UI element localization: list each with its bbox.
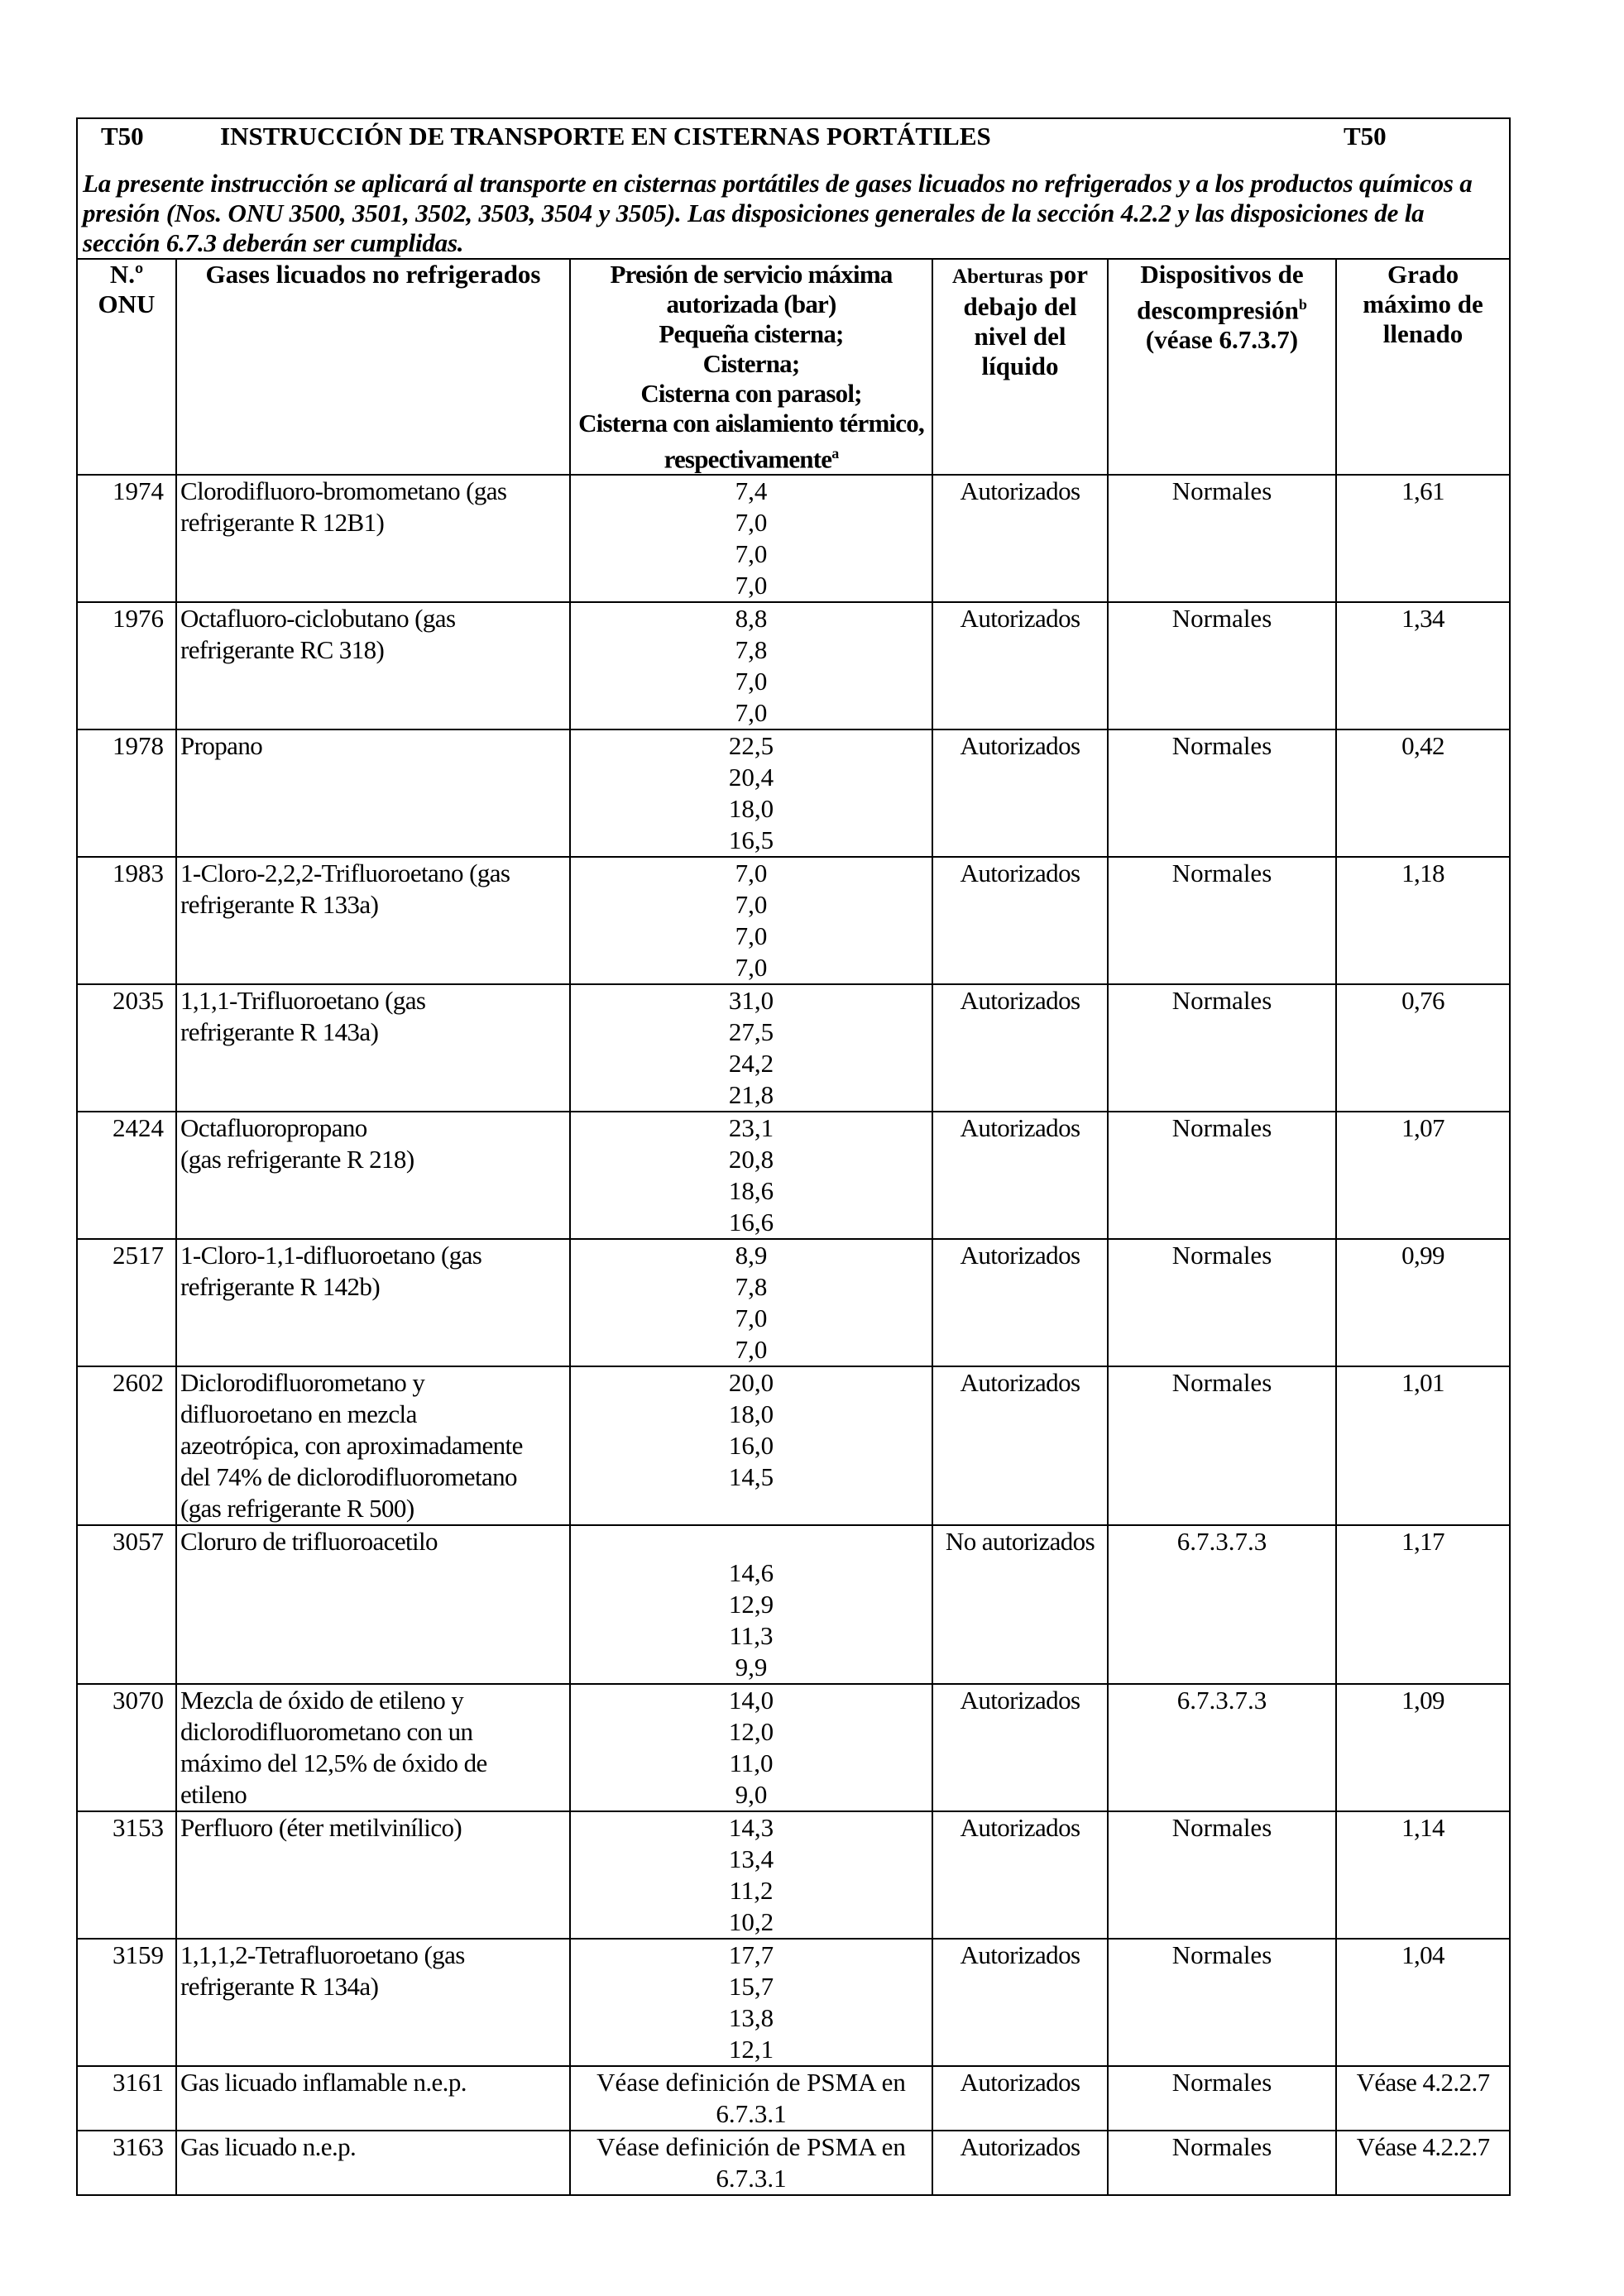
fill-degree-cell: 1,34 [1336,602,1510,729]
onu-number-cell: 2517 [77,1239,176,1366]
table-row [77,857,1510,984]
table-row [77,1939,1510,2066]
pressure-values-cell: 17,7 15,7 13,8 12,1 [570,1939,932,2066]
openings-cell: Autorizados [932,2066,1108,2131]
fill-degree-cell: 0,42 [1336,729,1510,857]
relief-device-cell: Normales [1108,984,1336,1112]
onu-number-cell: 1983 [77,857,176,984]
relief-device-cell: Normales [1108,1939,1336,2066]
relief-device-cell: Normales [1108,857,1336,984]
openings-cell: Autorizados [932,1112,1108,1239]
onu-number-cell: 1976 [77,602,176,729]
openings-cell: Autorizados [932,984,1108,1112]
onu-number-cell: 1978 [77,729,176,857]
col-header-gases: Gases licuados no refrigerados [176,259,570,475]
fill-degree-cell: Véase 4.2.2.7 [1336,2066,1510,2131]
table-row [77,984,1510,1112]
openings-cell: Autorizados [932,1366,1108,1525]
onu-number-cell: 3153 [77,1811,176,1939]
onu-number-cell: 3057 [77,1525,176,1684]
fill-degree-cell: Véase 4.2.2.7 [1336,2131,1510,2195]
relief-device-cell: Normales [1108,1239,1336,1366]
pressure-values-cell: 22,5 20,4 18,0 16,5 [570,729,932,857]
fill-degree-cell: 1,18 [1336,857,1510,984]
relief-device-cell: Normales [1108,2066,1336,2131]
table-row [77,1525,1510,1684]
table-header-cell [77,118,1510,152]
onu-number-cell: 3163 [77,2131,176,2195]
openings-cell: Autorizados [932,475,1108,602]
onu-number-cell: 2602 [77,1366,176,1525]
gas-name-cell: Gas licuado inflamable n.e.p. [176,2066,570,2131]
gas-name-cell: 1-Cloro-2,2,2-Trifluoroetano (gas refrigerante R 133a) [176,857,570,984]
table-row [77,1811,1510,1939]
relief-device-cell: Normales [1108,2131,1336,2195]
relief-device-cell: Normales [1108,602,1336,729]
onu-number-cell: 3161 [77,2066,176,2131]
pressure-values-cell: Véase definición de PSMA en 6.7.3.1 [570,2066,932,2131]
openings-cell: Autorizados [932,2131,1108,2195]
relief-device-cell: 6.7.3.7.3 [1108,1525,1336,1684]
col-header-openings: Aberturas por debajo del nivel del líquido [932,259,1108,475]
openings-cell: Autorizados [932,729,1108,857]
gas-name-cell: Cloruro de trifluoroacetilo [176,1525,570,1684]
gas-name-cell: Gas licuado n.e.p. [176,2131,570,2195]
gas-name-cell: Perfluoro (éter metilvinílico) [176,1811,570,1939]
column-header-row [77,259,1510,475]
document-page [76,117,1509,2196]
onu-number-cell: 2035 [77,984,176,1112]
table-row [77,1366,1510,1525]
pressure-values-cell: 20,0 18,0 16,0 14,5 [570,1366,932,1525]
openings-cell: No autorizados [932,1525,1108,1684]
fill-degree-cell: 1,17 [1336,1525,1510,1684]
pressure-values-cell: Véase definición de PSMA en 6.7.3.1 [570,2131,932,2195]
openings-cell: Autorizados [932,857,1108,984]
table-row [77,602,1510,729]
col-header-fill: Grado máximo de llenado [1336,259,1510,475]
relief-device-cell: Normales [1108,729,1336,857]
openings-cell: Autorizados [932,1239,1108,1366]
pressure-values-cell: 23,1 20,8 18,6 16,6 [570,1112,932,1239]
table-row [77,2066,1510,2131]
fill-degree-cell: 1,07 [1336,1112,1510,1239]
fill-degree-cell: 1,14 [1336,1811,1510,1939]
gas-name-cell: Mezcla de óxido de etileno y diclorodifluorometano con un máximo del 12,5% de óxido de etileno [176,1684,570,1811]
pressure-values-cell: 7,0 7,0 7,0 7,0 [570,857,932,984]
fill-degree-cell: 0,76 [1336,984,1510,1112]
table-row [77,1684,1510,1811]
openings-cell: Autorizados [932,1939,1108,2066]
gas-name-cell: Diclorodifluorometano y difluoroetano en mezcla azeotrópica, con aproximadamente del 74% de diclorodifluorometano (gas refrigerante R 500) [176,1366,570,1525]
col-header-relief: Dispositivos de descompresión$^b$ (véase 6.7.3.7) [1108,259,1336,475]
onu-number-cell: 2424 [77,1112,176,1239]
gas-name-cell: 1,1,1-Trifluoroetano (gas refrigerante R 143a) [176,984,570,1112]
instruction-code-right: T50 [1344,122,1387,151]
pressure-values-cell: 8,8 7,8 7,0 7,0 [570,602,932,729]
gas-name-cell: Octafluoropropano (gas refrigerante R 218) [176,1112,570,1239]
gas-name-cell: Octafluoro-ciclobutano (gas refrigerante RC 318) [176,602,570,729]
table-row [77,475,1510,602]
openings-cell: Autorizados [932,1684,1108,1811]
gas-name-cell: 1,1,1,2-Tetrafluoroetano (gas refrigerante R 134a) [176,1939,570,2066]
instruction-title: INSTRUCCIÓN DE TRANSPORTE EN CISTERNAS PORTÁTILES [220,122,991,151]
onu-number-cell: 3070 [77,1684,176,1811]
col-header-pressure: Presión de servicio máxima autorizada (bar) Pequeña cisterna; Cisterna; Cisterna con parasol; Cisterna con aislamiento térmico, respectivamente$^a$ [570,259,932,475]
openings-cell: Autorizados [932,1811,1108,1939]
relief-device-cell: Normales [1108,1366,1336,1525]
pressure-values-cell: 8,9 7,8 7,0 7,0 [570,1239,932,1366]
openings-cell: Autorizados [932,602,1108,729]
transport-table [76,117,1511,2196]
relief-device-cell: Normales [1108,1811,1336,1939]
gas-name-cell: Clorodifluoro-bromometano (gas refrigerante R 12B1) [176,475,570,602]
col-header-onu: N.º ONU [77,259,176,475]
pressure-values-cell: 31,0 27,5 24,2 21,8 [570,984,932,1112]
fill-degree-cell: 1,01 [1336,1366,1510,1525]
pressure-values-cell: 7,4 7,0 7,0 7,0 [570,475,932,602]
gas-name-cell: Propano [176,729,570,857]
table-row [77,1112,1510,1239]
intro-paragraph: La presente instrucción se aplicará al transporte en cisternas portátiles de gases licuados no refrigerados y a los productos químicos a presión (Nos. ONU 3500, 3501, 3502, 3503, 3504 y 3505). Las disposiciones generales de la sección 4.2.2 y las disposiciones de la sección 6.7.3 deberán ser cumplidas. [83,169,1473,257]
fill-degree-cell: 0,99 [1336,1239,1510,1366]
intro-cell [77,152,1510,259]
pressure-values-cell: 14,0 12,0 11,0 9,0 [570,1684,932,1811]
pressure-values-cell: 14,3 13,4 11,2 10,2 [570,1811,932,1939]
onu-number-cell: 3159 [77,1939,176,2066]
fill-degree-cell: 1,04 [1336,1939,1510,2066]
fill-degree-cell: 1,61 [1336,475,1510,602]
onu-number-cell: 1974 [77,475,176,602]
table-row [77,1239,1510,1366]
table-row [77,2131,1510,2195]
table-row [77,729,1510,857]
gas-name-cell: 1-Cloro-1,1-difluoroetano (gas refrigerante R 142b) [176,1239,570,1366]
relief-device-cell: Normales [1108,475,1336,602]
relief-device-cell: Normales [1108,1112,1336,1239]
fill-degree-cell: 1,09 [1336,1684,1510,1811]
pressure-values-cell: 14,6 12,9 11,3 9,9 [570,1525,932,1684]
relief-device-cell: 6.7.3.7.3 [1108,1684,1336,1811]
instruction-code-left: T50 [101,122,144,151]
